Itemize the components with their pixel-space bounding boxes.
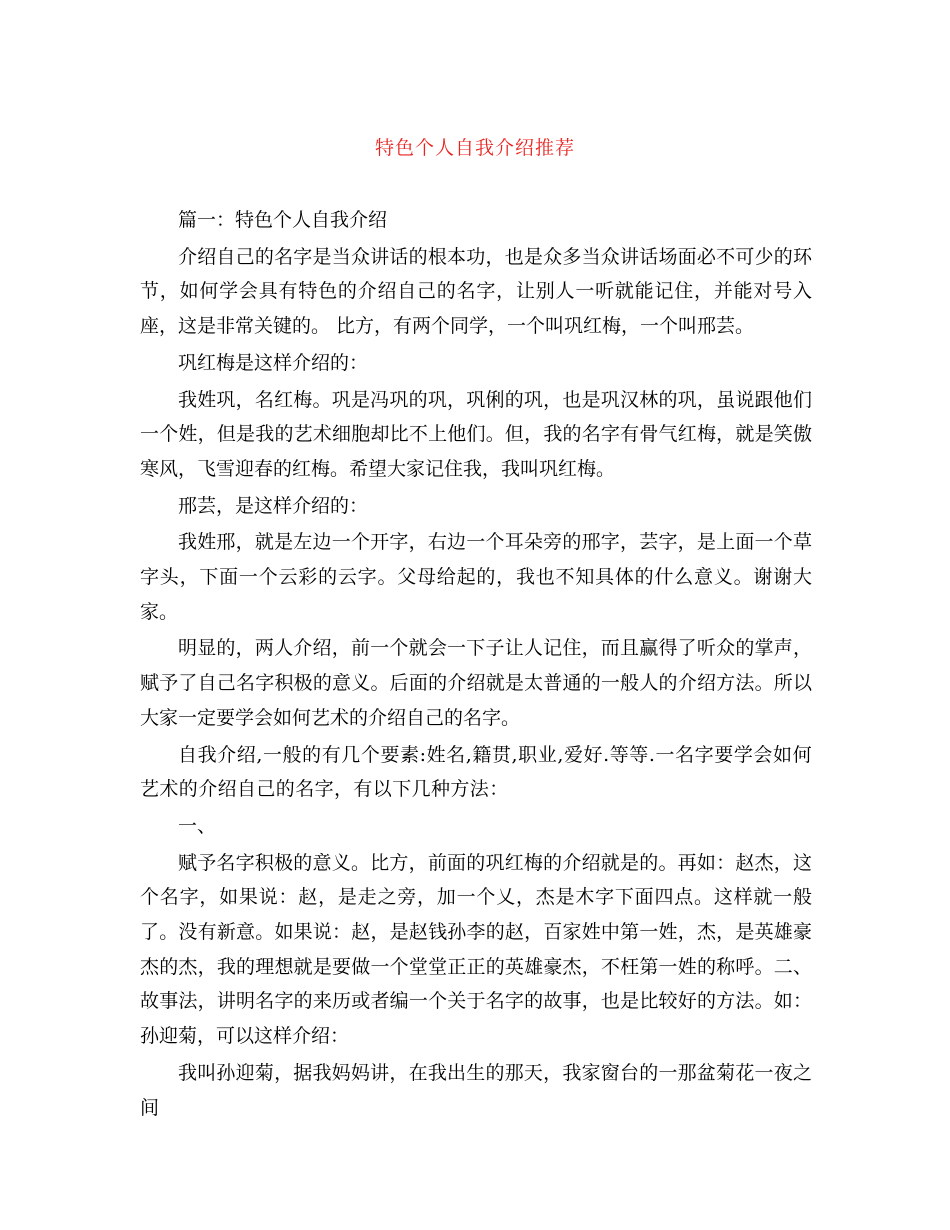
document-body bbox=[140, 203, 812, 1127]
paragraph-11: 我叫孙迎菊，据我妈妈讲，在我出生的那天，我家窗台的一那盆菊花一夜之间 bbox=[140, 1061, 812, 1119]
paragraph-10: 赋予名字积极的意义。比方，前面的巩红梅的介绍就是的。再如：赵杰，这个名字，如果说：赵，是走之旁，加一个乂，杰是木字下面四点。这样就一般了。没有新意。如果说：赵，是赵钱孙李的赵，百家姓中第一姓，杰，是英雄豪杰的杰，我的理想就是要做一个堂堂正正的英雄豪杰，不枉第一姓的称呼。二、故事法，讲明名字的来历或者编一个关于名字的故事，也是比较好的方法。如：孙迎菊，可以这样介绍： bbox=[140, 851, 812, 1048]
paragraph-6: 我姓邢，就是左边一个开字，右边一个耳朵旁的邢字，芸字，是上面一个草字头，下面一个云彩的云字。父母给起的，我也不知具体的什么意义。谢谢大家。 bbox=[140, 531, 812, 623]
paragraph-9: 一、 bbox=[178, 814, 217, 837]
paragraph-5: 邢芸，是这样介绍的： bbox=[178, 494, 369, 517]
paragraph-7: 明显的，两人介绍，前一个就会一下子让人记住，而且赢得了听众的掌声，赋予了自己名字积极的意义。后面的介绍就是太普通的一般人的介绍方法。所以大家一定要学会如何艺术的介绍自己的名字。 bbox=[140, 637, 812, 729]
paragraph-2: 介绍自己的名字是当众讲话的根本功，也是众多当众讲话场面必不可少的环节，如何学会具有特色的介绍自己的名字，让别人一听就能记住，并能对号入座，这是非常关键的。 比方，有两个同学，一个叫巩红梅，一个叫邢芸。 bbox=[140, 245, 812, 338]
paragraph-1: 篇一：特色个人自我介绍 bbox=[178, 209, 388, 231]
document-title: 特色个人自我介绍推荐 bbox=[374, 137, 575, 159]
paragraph-3: 巩红梅是这样介绍的： bbox=[178, 351, 369, 374]
paragraph-4: 我姓巩，名红梅。巩是冯巩的巩，巩俐的巩，也是巩汉林的巩，虽说跟他们一个姓，但是我的艺术细胞却比不上他们。但，我的名字有骨气红梅，就是笑傲寒风，飞雪迎春的红梅。希望大家记住我，我叫巩红梅。 bbox=[140, 388, 812, 480]
paragraph-8: 自我介绍,一般的有几个要素:姓名,籍贯,职业,爱好.等等.一名字要学会如何艺术的介绍自己的名字，有以下几种方法： bbox=[140, 743, 812, 801]
